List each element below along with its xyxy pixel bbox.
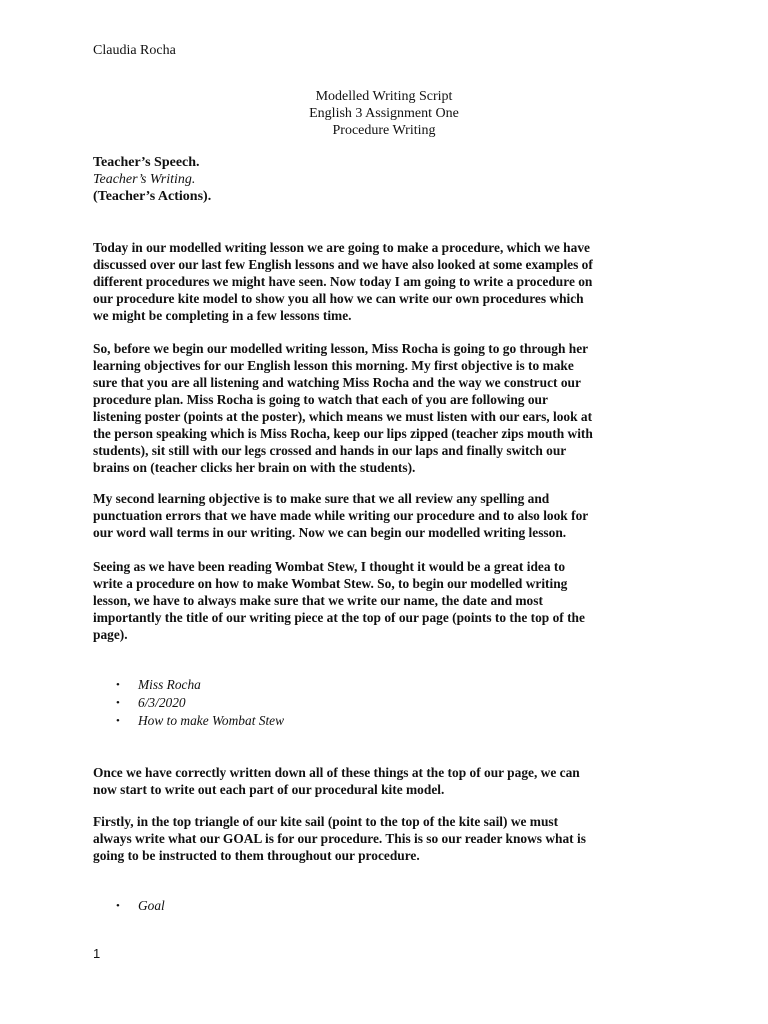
- paragraph-line: write a procedure on how to make Wombat Stew. So, to begin our modelled writing: [93, 576, 568, 591]
- paragraph-wombat-stew: [93, 558, 683, 643]
- paragraph-line: our word wall terms in our writing. Now we can begin our modelled writing lesson.: [93, 525, 567, 540]
- paragraph-line: always write what our GOAL is for our procedure. This is so our reader knows what is: [93, 831, 586, 846]
- paragraph-line: lesson, we have to always make sure that we write our name, the date and most: [93, 593, 543, 608]
- legend: [93, 154, 211, 205]
- bullet-icon: •: [116, 697, 120, 709]
- paragraph-second-objective: [93, 490, 683, 541]
- page-number: 1: [93, 946, 101, 961]
- paragraph-line: importantly the title of our writing piece at the top of our page (points to the top of the: [93, 610, 585, 625]
- paragraph-line: our procedure kite model to show you all how we can write our own procedures which: [93, 291, 584, 306]
- list-item: [116, 694, 284, 712]
- legend-writing: Teacher’s Writing.: [93, 172, 196, 187]
- list-item-text: How to make Wombat Stew: [138, 713, 285, 728]
- paragraph-line: Firstly, in the top triangle of our kite sail (point to the top of the kite sail) we must: [93, 814, 559, 829]
- title-line-2: English 3 Assignment One: [309, 106, 459, 121]
- title-line-1: Modelled Writing Script: [315, 89, 453, 104]
- paragraph-line: Today in our modelled writing lesson we are going to make a procedure, which we have: [93, 240, 590, 255]
- list-item: [116, 712, 284, 730]
- paragraph-line: Seeing as we have been reading Wombat Stew, I thought it would be a great idea to: [93, 559, 566, 574]
- title-block: [0, 88, 768, 139]
- paragraph-line: brains on (teacher clicks her brain on with the students).: [93, 460, 416, 475]
- paragraph-line: My second learning objective is to make sure that we all review any spelling and: [93, 491, 550, 506]
- bullet-list-heading-info: [116, 676, 284, 730]
- bullet-icon: •: [116, 715, 120, 727]
- paragraph-line: we might be completing in a few lessons time.: [93, 308, 352, 323]
- paragraph-line: page).: [93, 627, 128, 642]
- paragraph-line: Once we have correctly written down all of these things at the top of our page, we can: [93, 765, 580, 780]
- bullet-icon: •: [116, 679, 120, 691]
- title-line-3: Procedure Writing: [332, 123, 436, 138]
- paragraph-line: sure that you are all listening and watching Miss Rocha and the way we construct our: [93, 375, 581, 390]
- paragraph-line: So, before we begin our modelled writing lesson, Miss Rocha is going to go through her: [93, 341, 589, 356]
- legend-speech: Teacher’s Speech.: [93, 155, 200, 170]
- paragraph-line: listening poster (points at the poster), which means we must listen with our ears, look at: [93, 409, 593, 424]
- paragraph-objectives: [93, 340, 683, 476]
- paragraph-intro: [93, 239, 683, 324]
- paragraph-line: different procedures we might have seen. Now today I am going to write a procedure on: [93, 274, 593, 289]
- paragraph-line: procedure plan. Miss Rocha is going to watch that each of you are following our: [93, 392, 548, 407]
- paragraph-line: students), sit still with our legs crossed and hands in our laps and finally switch our: [93, 443, 567, 458]
- paragraph-line: going to be instructed to them throughout our procedure.: [93, 848, 420, 863]
- author-name: Claudia Rocha: [93, 43, 176, 58]
- paragraph-goal: [93, 813, 683, 864]
- list-item: [116, 897, 165, 915]
- bullet-list-goal: [116, 897, 165, 915]
- list-item-text: Goal: [138, 898, 165, 913]
- paragraph-line: punctuation errors that we have made while writing our procedure and to also look for: [93, 508, 589, 523]
- paragraph-line: discussed over our last few English lessons and we have also looked at some examples of: [93, 257, 593, 272]
- list-item-text: 6/3/2020: [138, 695, 186, 710]
- paragraph-line: now start to write out each part of our procedural kite model.: [93, 782, 445, 797]
- list-item: [116, 676, 284, 694]
- paragraph-line: the person speaking which is Miss Rocha, keep our lips zipped (teacher zips mouth with: [93, 426, 593, 441]
- paragraph-line: learning objectives for our English lesson this morning. My first objective is to make: [93, 358, 574, 373]
- legend-actions: (Teacher’s Actions).: [93, 189, 212, 204]
- bullet-icon: •: [116, 900, 120, 912]
- list-item-text: Miss Rocha: [138, 677, 201, 692]
- paragraph-kite-model: [93, 764, 683, 798]
